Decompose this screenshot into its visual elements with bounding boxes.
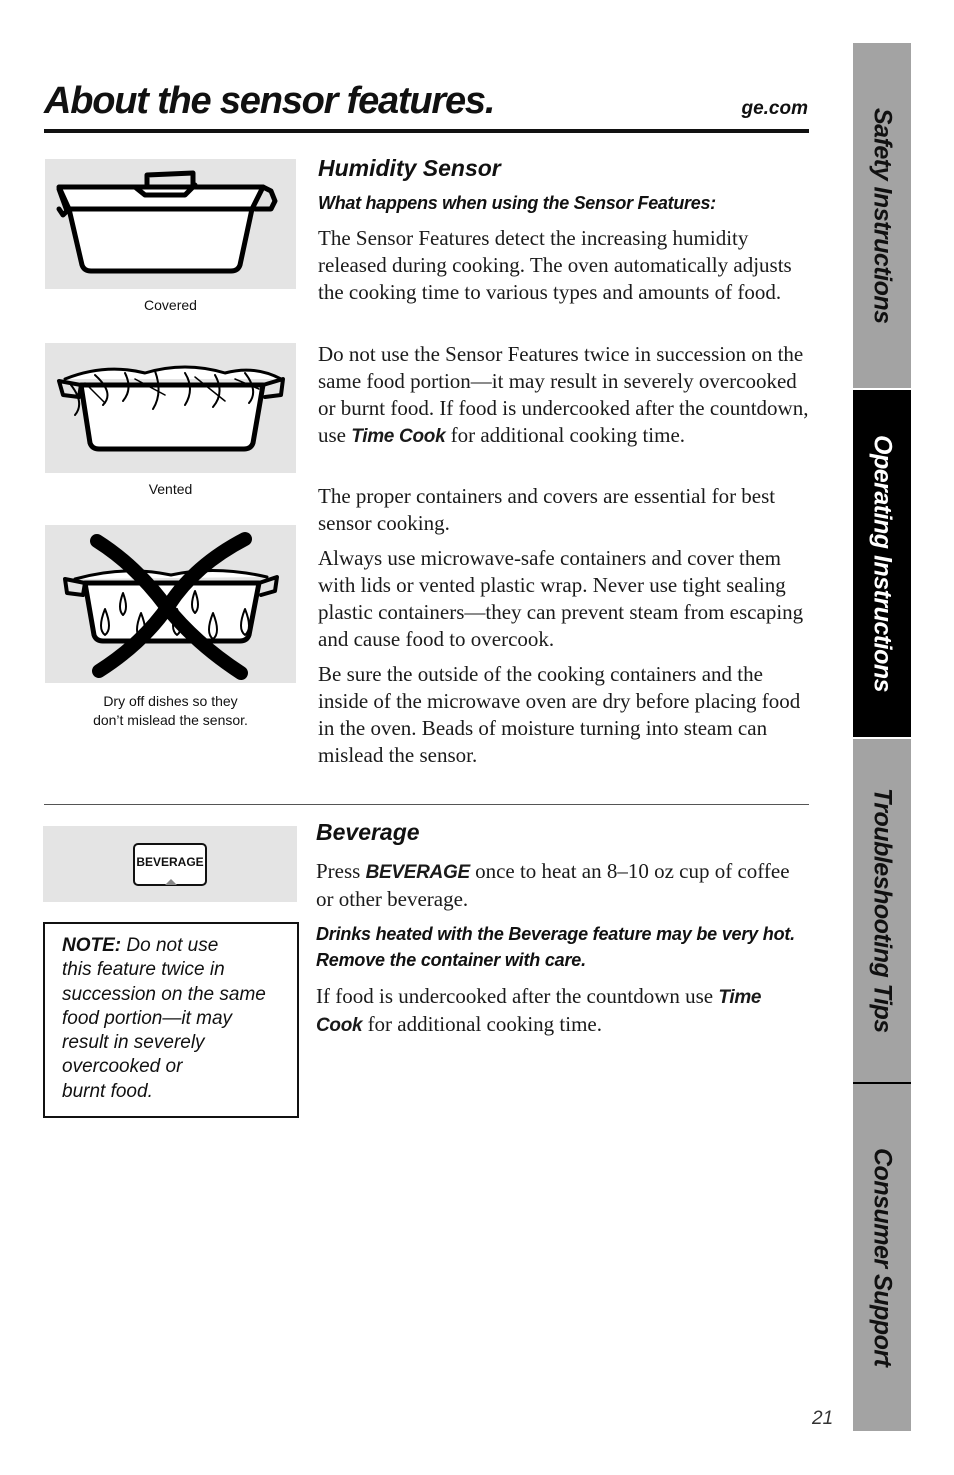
note-line: food portion—it may (62, 1007, 233, 1029)
beverage-key-icon (133, 843, 207, 886)
tab-label: Consumer Support (868, 1148, 897, 1367)
tab-troubleshooting-tips[interactable] (853, 739, 911, 1082)
beverage-key-name: BEVERAGE (365, 862, 470, 883)
figure-caption (45, 692, 296, 730)
vented-dish-illustration (45, 343, 296, 473)
wet-dish-crossed-out-illustration (45, 525, 296, 683)
note-box (43, 922, 299, 1118)
text-run: for additional cooking time. (445, 423, 686, 447)
site-url: ge.com (741, 98, 808, 119)
note-label: NOTE: (62, 935, 122, 956)
note-line: succession on the same (62, 983, 266, 1005)
beverage-heading: Beverage (316, 819, 420, 845)
text-run: once to heat an 8–10 oz cup of coffee or other beverage. (316, 859, 790, 911)
note-line: result in severely (62, 1032, 205, 1054)
figure-caption: Vented (148, 481, 193, 497)
page-title: About the sensor features. (44, 80, 495, 122)
title-rule (44, 129, 809, 133)
humidity-paragraph-2 (318, 341, 810, 450)
time-cook-key-name: Time Cook (316, 987, 762, 1036)
humidity-sensor-heading: Humidity Sensor (318, 155, 501, 181)
note-line: Do not use (121, 935, 219, 956)
tab-consumer-support[interactable] (853, 1084, 911, 1431)
figure-caption: Covered (144, 297, 197, 313)
note-line: burnt food. (62, 1080, 153, 1102)
text-run: Do not use the Sensor Features twice in succession on the same food portion—it may result in severely overcooked or burnt food. If food is undercooked after the countdown, use (318, 342, 809, 447)
humidity-paragraph-5: Be sure the outside of the cooking containers and the inside of the microwave oven are dry before placing food in the oven. Beads of moisture turning into steam can mislead the sensor. (318, 662, 801, 767)
tab-label: Safety Instructions (868, 107, 897, 324)
page-number: 21 (812, 1408, 834, 1429)
section-divider (44, 804, 809, 805)
beverage-paragraph-2 (316, 983, 808, 1039)
note-line: overcooked or (62, 1056, 183, 1078)
note-line: this feature twice in (62, 959, 225, 981)
text-run: Press (316, 859, 366, 883)
humidity-paragraph-3: The proper containers and covers are essential for best sensor cooking. (318, 484, 776, 535)
tab-label: Troubleshooting Tips (868, 788, 897, 1033)
time-cook-key-name: Time Cook (351, 426, 446, 447)
covered-dish-illustration (45, 159, 296, 289)
key-indicator-icon (165, 879, 177, 885)
text-run: for additional cooking time. (362, 1012, 603, 1036)
beverage-key-label: BEVERAGE (136, 855, 204, 869)
caption-line: don’t mislead the sensor. (93, 712, 248, 728)
tab-label: Operating Instructions (868, 434, 897, 693)
beverage-paragraph-1 (316, 858, 808, 913)
text-run: If food is undercooked after the countdown use (316, 984, 719, 1008)
caption-line: Dry off dishes so they (103, 693, 238, 709)
note-text (62, 934, 283, 1104)
tab-safety-instructions[interactable] (853, 43, 911, 388)
humidity-subheading: What happens when using the Sensor Features: (318, 193, 716, 213)
tab-operating-instructions[interactable] (853, 390, 911, 737)
humidity-paragraph-4: Always use microwave-safe containers and cover them with lids or vented plastic wrap. Never use tight sealing plastic containers—they can prevent steam from escaping and cause food to overcook. (318, 546, 804, 651)
humidity-paragraph-1: The Sensor Features detect the increasing humidity released during cooking. The oven automatically adjusts the cooking time to various types and amounts of food. (318, 226, 792, 304)
beverage-warning: Drinks heated with the Beverage feature may be very hot. Remove the container with care. (316, 924, 795, 970)
